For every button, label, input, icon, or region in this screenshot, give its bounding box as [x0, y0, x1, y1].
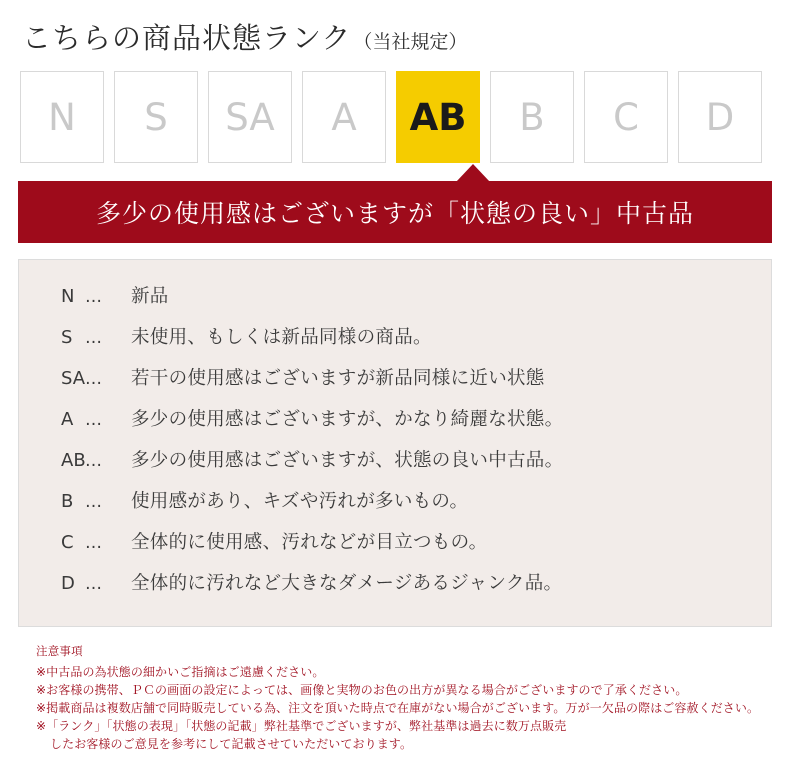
- page-title: [18, 0, 772, 57]
- legend-dots: …: [85, 451, 104, 471]
- note-line: ※お客様の携帯、ＰＣの画面の設定によっては、画像と実物のお色の出方が異なる場合がございますので了承ください。: [36, 683, 688, 697]
- rank-box-c[interactable]: C: [584, 71, 668, 163]
- page-title-main: こちらの商品状態ランク: [22, 21, 352, 55]
- legend-key-ab: AB: [61, 450, 86, 471]
- banner-pointer-icon: [456, 164, 490, 182]
- legend-row: [19, 405, 771, 446]
- note-line: ※掲載商品は複数店舗で同時販売している為、注文を頂いた時点で在庫がない場合がございます。万が一欠品の際はご容赦ください。: [36, 701, 760, 715]
- legend-desc-a: 多少の使用感はございますが、かなり綺麗な状態。: [131, 409, 564, 430]
- legend-row: [19, 528, 771, 569]
- legend-row: [19, 282, 771, 323]
- rank-box-a[interactable]: A: [302, 71, 386, 163]
- legend-dots: …: [85, 287, 104, 307]
- note-line: ※「ランク」「状態の表現」「状態の記載」弊社基準でございますが、弊社基準は過去に数万点販売: [36, 719, 567, 733]
- legend-dots: …: [85, 328, 104, 348]
- rank-box-ab-selected[interactable]: AB: [396, 71, 480, 163]
- legend-key-b: B: [61, 491, 74, 512]
- legend-desc-d: 全体的に汚れなど大きなダメージあるジャンク品。: [131, 573, 563, 594]
- legend-row: [19, 323, 771, 364]
- legend-dots: …: [85, 410, 104, 430]
- legend-dots: …: [85, 574, 104, 594]
- rank-box-d[interactable]: D: [678, 71, 762, 163]
- note-line: ※中古品の為状態の細かいご指摘はご遠慮ください。: [36, 665, 325, 679]
- rank-scale: [18, 71, 772, 163]
- legend-desc-s: 未使用、もしくは新品同様の商品。: [131, 327, 432, 348]
- legend-row: [19, 446, 771, 487]
- legend-dots: …: [85, 533, 104, 553]
- rank-box-b[interactable]: B: [490, 71, 574, 163]
- legend-desc-b: 使用感があり、キズや汚れが多いもの。: [131, 491, 469, 512]
- legend-row: [19, 364, 771, 405]
- legend-dots: …: [85, 369, 104, 389]
- notes-title: 注意事項: [36, 644, 83, 658]
- selected-rank-banner-wrap: [18, 181, 772, 243]
- legend-key-a: A: [61, 409, 74, 430]
- rank-legend: [18, 259, 772, 627]
- selected-rank-banner: 多少の使用感はございますが「状態の良い」中古品: [18, 181, 772, 243]
- rank-box-sa[interactable]: SA: [208, 71, 292, 163]
- legend-key-n: N: [61, 286, 75, 307]
- legend-key-s: S: [61, 327, 73, 348]
- legend-dots: …: [85, 492, 104, 512]
- rank-box-n[interactable]: N: [20, 71, 104, 163]
- legend-desc-n: 新品: [131, 286, 169, 307]
- legend-row: [19, 487, 771, 528]
- rank-box-s[interactable]: S: [114, 71, 198, 163]
- legend-desc-ab: 多少の使用感はございますが、状態の良い中古品。: [131, 450, 564, 471]
- legend-key-d: D: [61, 573, 75, 594]
- legend-desc-c: 全体的に使用感、汚れなどが目立つもの。: [131, 532, 488, 553]
- legend-desc-sa: 若干の使用感はございますが新品同様に近い状態: [131, 368, 545, 389]
- legend-row: [19, 569, 771, 610]
- legend-key-c: C: [61, 532, 74, 553]
- notes-section: [18, 643, 772, 753]
- page-title-sub: （当社規定）: [353, 31, 468, 53]
- note-line: したお客様のご意見を参考にして記載させていただいております。: [50, 737, 413, 751]
- legend-key-sa: SA: [61, 368, 86, 389]
